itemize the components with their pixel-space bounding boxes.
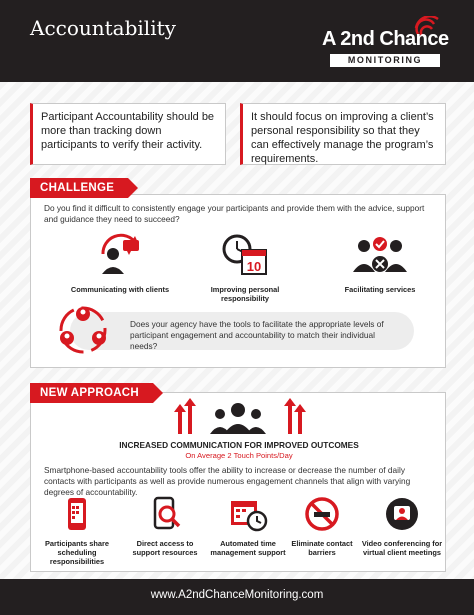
approach-item-label: Video conferencing for virtual client meetings bbox=[361, 539, 443, 557]
phone-search-icon bbox=[147, 496, 183, 532]
video-call-icon bbox=[382, 496, 422, 532]
phone-calendar-icon bbox=[59, 496, 95, 532]
approach-item-time bbox=[206, 496, 290, 557]
challenge-item-label: Improving personal responsibility bbox=[210, 285, 280, 303]
callout-text: Does your agency have the tools to facilitate the appropriate levels of participant engagement and accountability to match their individual needs? bbox=[130, 319, 384, 351]
approach-item-scheduling bbox=[36, 496, 118, 566]
no-barrier-icon bbox=[304, 496, 340, 532]
intro-right-box: It should focus on improving a client’s personal responsibility so that they can effectively manage the program’s requirements. bbox=[240, 103, 446, 165]
calendar-clock-icon bbox=[228, 496, 268, 532]
engagement-cycle-icon bbox=[52, 302, 114, 358]
clock-calendar-icon bbox=[220, 232, 270, 276]
challenge-item-responsibility bbox=[190, 232, 300, 303]
logo-sub-text: MONITORING bbox=[330, 54, 440, 67]
group-service-icon bbox=[350, 232, 410, 276]
approach-item-label: Participants share scheduling responsibilities bbox=[44, 539, 110, 566]
challenge-text: Do you find it difficult to consistently engage your participants and provide them with the advice, support and guidance they need to succeed? bbox=[44, 203, 425, 224]
challenge-item-label: Facilitating services bbox=[344, 285, 416, 294]
increase-subtitle: On Average 2 Touch Points/Day bbox=[185, 451, 293, 460]
footer-bar bbox=[0, 579, 474, 615]
footer-url-link[interactable]: www.A2ndChanceMonitoring.com bbox=[150, 589, 324, 601]
challenge-callout bbox=[70, 312, 414, 350]
header-bar bbox=[0, 0, 474, 82]
approach-item-video bbox=[360, 496, 444, 557]
challenge-item-facilitating bbox=[330, 232, 430, 294]
approach-item-label: Automated time management support bbox=[210, 539, 286, 557]
approach-tag: NEW APPROACH bbox=[30, 383, 153, 403]
increase-title: INCREASED COMMUNICATION FOR IMPROVED OUTCOMES bbox=[119, 440, 359, 450]
intro-left-box: Participant Accountability should be more than tracking down participants to verify their activity. bbox=[30, 103, 226, 165]
svg-text:10: 10 bbox=[246, 259, 262, 274]
people-chat-icon bbox=[95, 232, 145, 276]
approach-item-support bbox=[126, 496, 204, 557]
approach-text: Smartphone-based accountability tools offer the ability to increase or decrease the number of daily contacts with participants as well as provide numerous engagement channels that align with varying degrees of accountability. bbox=[44, 465, 411, 497]
approach-item-label: Direct access to support resources bbox=[132, 539, 198, 557]
challenge-item-communicating bbox=[70, 232, 170, 294]
challenge-tag: CHALLENGE bbox=[30, 178, 128, 198]
increase-arrows-icon bbox=[168, 398, 308, 436]
challenge-item-label: Communicating with clients bbox=[70, 285, 170, 294]
approach-item-barriers bbox=[284, 496, 360, 557]
logo-main-text: A 2nd Chance bbox=[322, 28, 449, 50]
approach-item-label: Eliminate contact barriers bbox=[291, 539, 353, 557]
page-title: Accountability bbox=[30, 16, 176, 40]
company-logo bbox=[322, 22, 452, 72]
